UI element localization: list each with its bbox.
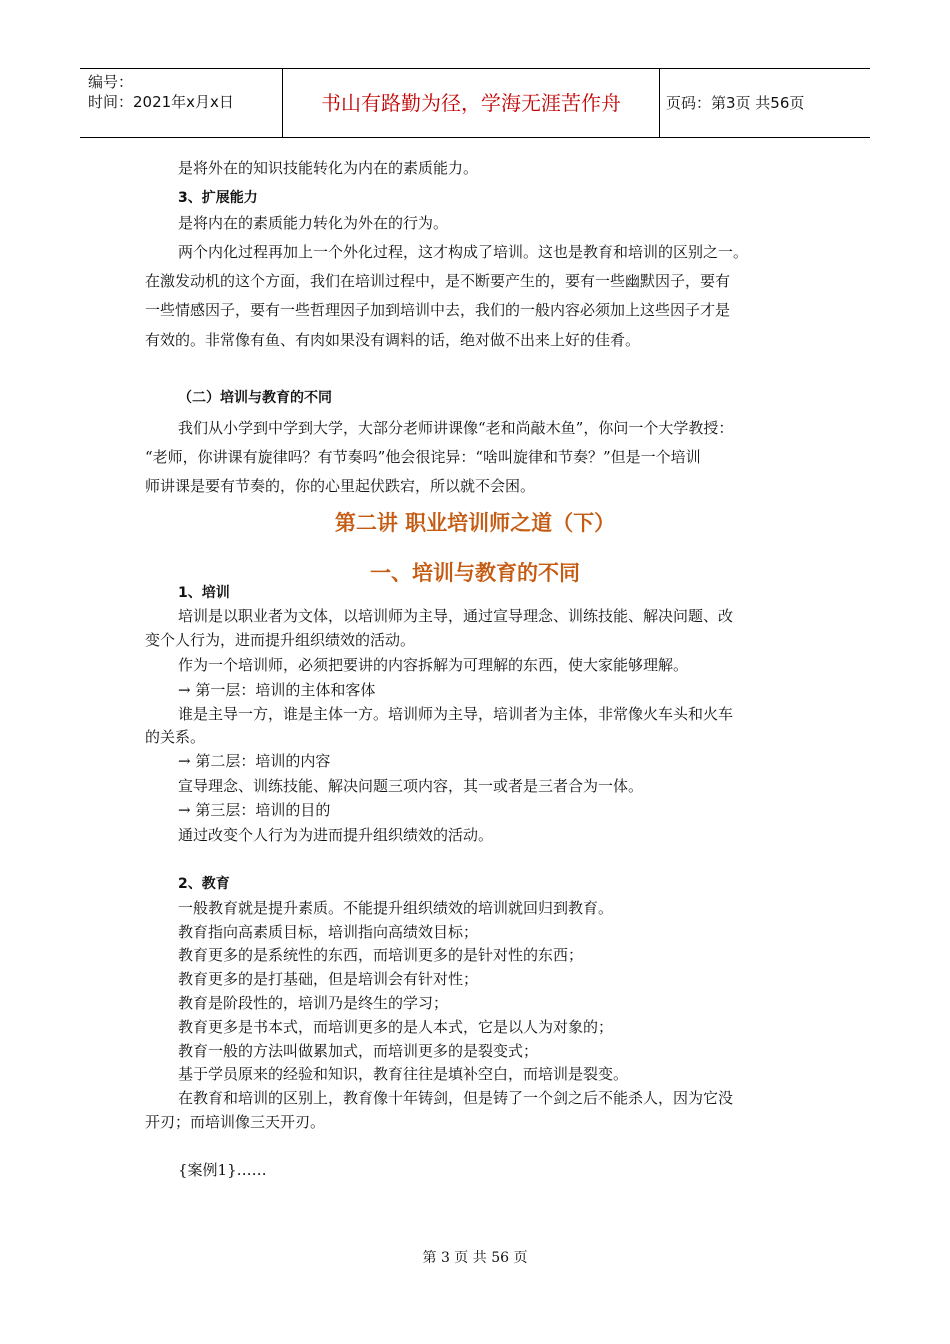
level-label: 第二层：培训的内容 [195, 752, 331, 770]
paragraph-line: 作为一个培训师，必须把要讲的内容拆解为可理解的东西，使大家能够理解。 [178, 656, 689, 674]
arrow-icon: → [178, 752, 191, 770]
subheading: 3、扩展能力 [178, 190, 258, 206]
number-label: 编号： [88, 73, 134, 91]
paragraph-line: 在教育和培训的区别上，教育像十年铸剑，但是铸了一个剑之后不能杀人，因为它没 [178, 1089, 734, 1107]
paragraph-line: 一些情感因子，要有一些哲理因子加到培训中去，我们的一般内容必须加上这些因子才是 [145, 301, 731, 319]
arrow-icon: → [178, 681, 191, 699]
level-item [178, 800, 330, 820]
paragraph-line: 变个人行为，进而提升组织绩效的活动。 [145, 631, 416, 649]
paragraph-line: 在激发动机的这个方面，我们在培训过程中，是不断要产生的，要有一些幽默因子，要有 [145, 272, 731, 290]
paragraph-line: 教育指向高素质目标，培训指向高绩效目标； [178, 923, 479, 941]
paragraph-line: 培训是以职业者为文体，以培训师为主导，通过宣导理念、训练技能、解决问题、改 [178, 607, 734, 625]
header-page-info: 页码：第3页 共56页 [666, 94, 805, 112]
paragraph-line: 宣导理念、训练技能、解决问题三项内容，其一或者是三者合为一体。 [178, 777, 644, 795]
paragraph-line: 开刃；而培训像三天开刃。 [145, 1113, 326, 1131]
paragraph-line: 教育更多的是打基础，但是培训会有针对性； [178, 970, 479, 988]
level-label: 第三层：培训的目的 [195, 801, 331, 819]
lecture-title: 第二讲 职业培训师之道（下） [334, 511, 616, 535]
paragraph-line: 我们从小学到中学到大学，大部分老师讲课像“老和尚敲木鱼”，你问一个大学教授： [178, 419, 734, 437]
paragraph-line: 是将外在的知识技能转化为内在的素质能力。 [178, 159, 479, 177]
paragraph-line: 教育更多的是系统性的东西，而培训更多的是针对性的东西； [178, 946, 584, 964]
paragraph-line: 是将内在的素质能力转化为外在的行为。 [178, 214, 449, 232]
header-meta [80, 69, 283, 137]
paragraph-line: 教育更多是书本式，而培训更多的是人本式，它是以人为对象的； [178, 1018, 614, 1036]
page-footer: 第 3 页 共 56 页 [422, 1250, 528, 1266]
paragraph-line: 有效的。非常像有鱼、有肉如果没有调料的话，绝对做不出来上好的佳肴。 [145, 331, 641, 349]
section-title: 一、培训与教育的不同 [370, 561, 580, 585]
date-line: 时间：2021年x月x日 [88, 93, 234, 111]
subheading: 2、教育 [178, 876, 230, 892]
paragraph-line: 教育一般的方法叫做累加式，而培训更多的是裂变式； [178, 1042, 539, 1060]
paragraph-line: 的关系。 [145, 728, 206, 746]
page-header [80, 68, 870, 138]
header-motto: 书山有路勤为径，学海无涯苦作舟 [283, 69, 660, 137]
paragraph-line: 一般教育就是提升素质。不能提升组织绩效的培训就回归到教育。 [178, 899, 614, 917]
level-label: 第一层：培训的主体和客体 [195, 681, 376, 699]
level-item [178, 751, 330, 771]
paragraph-line: “老师，你讲课有旋律吗？有节奏吗”他会很诧异：“啥叫旋律和节奏？”但是一个培训 [145, 448, 701, 466]
arrow-icon: → [178, 801, 191, 819]
paragraph-line: 教育是阶段性的，培训乃是终生的学习； [178, 994, 449, 1012]
subheading: 1、培训 [178, 585, 230, 601]
paragraph-line: 基于学员原来的经验和知识，教育往往是填补空白，而培训是裂变。 [178, 1065, 629, 1083]
level-item [178, 680, 375, 700]
paragraph-line: 两个内化过程再加上一个外化过程，这才构成了培训。这也是教育和培训的区别之一。 [178, 243, 749, 261]
section-heading: （二）培训与教育的不同 [178, 390, 332, 406]
paragraph-line: 谁是主导一方，谁是主体一方。培训师为主导，培训者为主体，非常像火车头和火车 [178, 705, 734, 723]
case-reference: {案例1}…… [178, 1161, 267, 1179]
paragraph-line: 通过改变个人行为为进而提升组织绩效的活动。 [178, 826, 494, 844]
paragraph-line: 师讲课是要有节奏的，你的心里起伏跌宕，所以就不会困。 [145, 477, 536, 495]
